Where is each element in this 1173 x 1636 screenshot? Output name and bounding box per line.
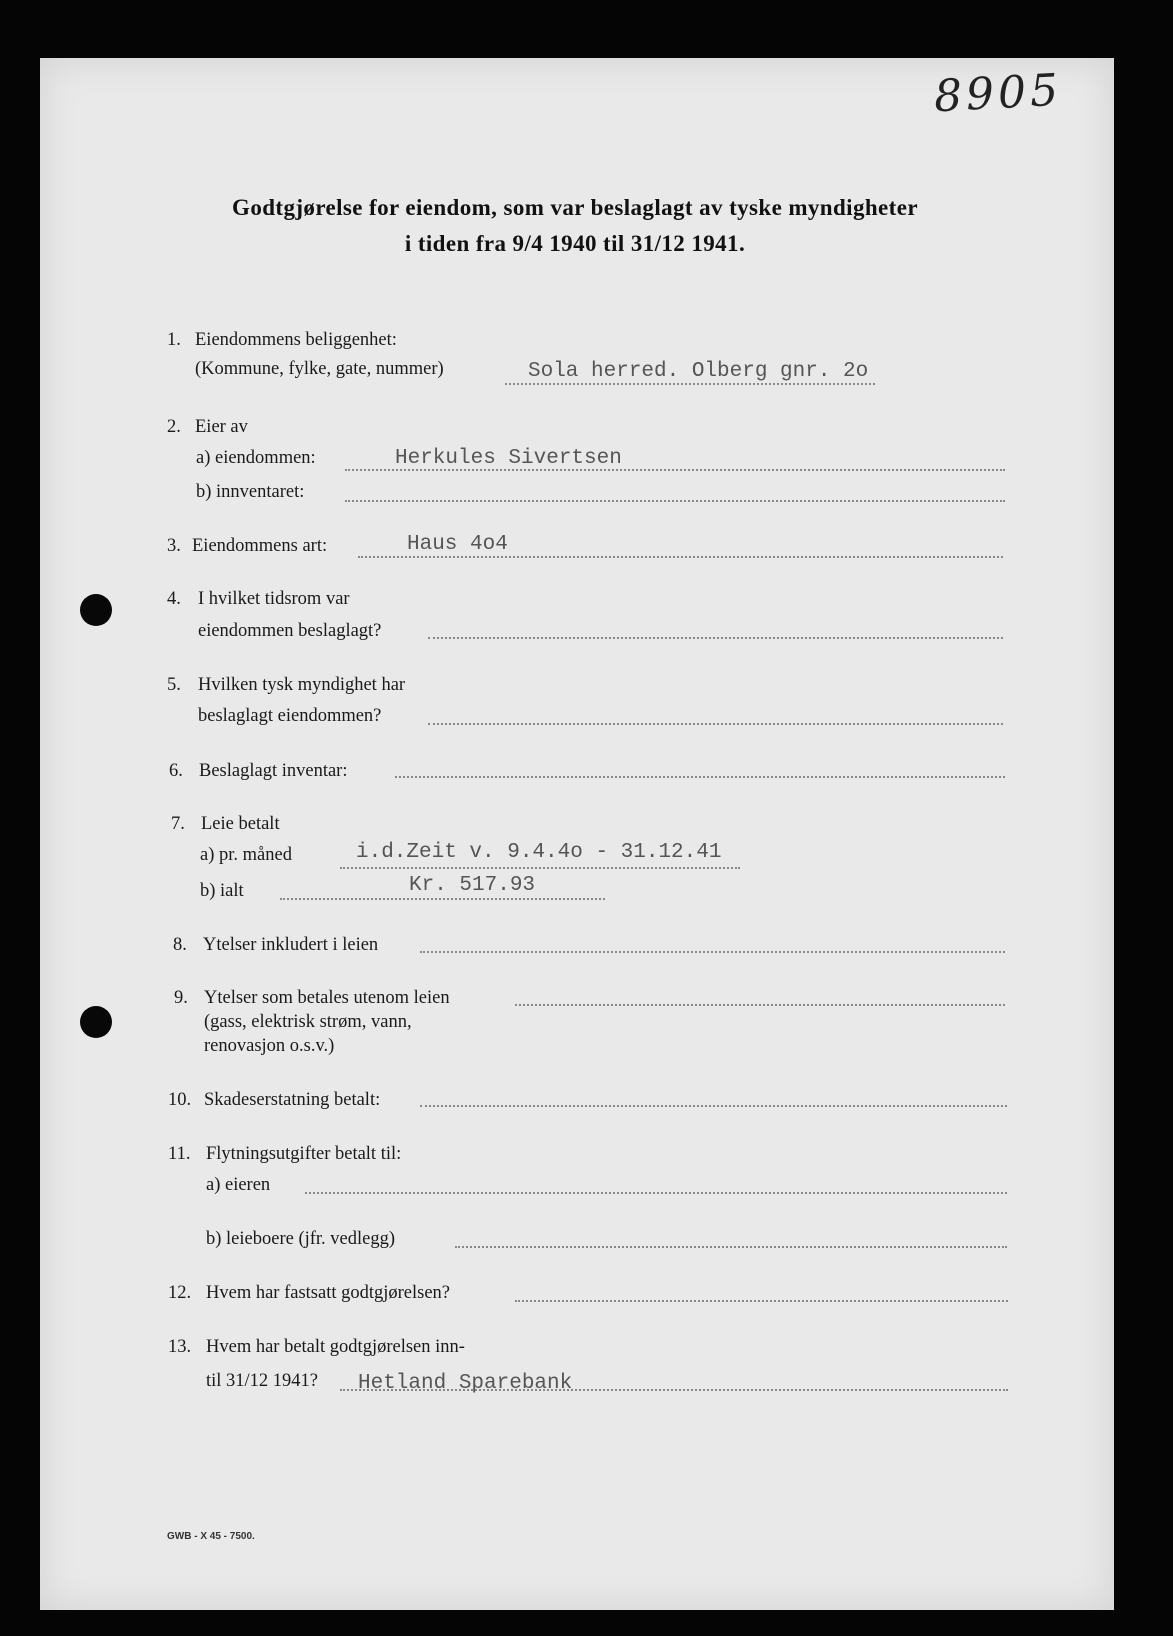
q2a-answer: Herkules Sivertsen bbox=[395, 447, 622, 470]
q6-number: 6. bbox=[169, 761, 183, 781]
q5-number: 5. bbox=[167, 675, 181, 695]
q1-sublabel: (Kommune, fylke, gate, nummer) bbox=[195, 359, 444, 379]
q2-number: 2. bbox=[167, 417, 181, 437]
q8-dotted-line bbox=[420, 951, 1005, 953]
q11-label: Flytningsutgifter betalt til: bbox=[206, 1144, 402, 1164]
punch-hole-upper bbox=[80, 594, 112, 626]
q4-sublabel: eiendommen beslaglagt? bbox=[198, 621, 382, 641]
archive-number: 8905 bbox=[932, 64, 1064, 123]
printer-mark: GWB - X 45 - 7500. bbox=[167, 1531, 255, 1542]
title-line-2: i tiden fra 9/4 1940 til 31/12 1941. bbox=[404, 231, 746, 256]
q11a-dotted-line bbox=[305, 1192, 1007, 1194]
q6-label: Beslaglagt inventar: bbox=[199, 761, 348, 781]
q4-label: I hvilket tidsrom var bbox=[198, 589, 350, 609]
q7b-answer: Kr. 517.93 bbox=[409, 874, 536, 897]
q9-label: Ytelser som betales utenom leien bbox=[204, 988, 450, 1008]
punch-hole-lower bbox=[80, 1006, 112, 1038]
q7b-dotted-line bbox=[280, 898, 605, 900]
q9-sublabel-2: renovasjon o.s.v.) bbox=[204, 1036, 335, 1056]
q2a-label: a) eiendommen: bbox=[196, 448, 316, 468]
q1-number: 1. bbox=[167, 330, 181, 350]
q9-dotted-line bbox=[515, 1004, 1005, 1006]
q3-dotted-line bbox=[358, 556, 1003, 558]
q11a-label: a) eieren bbox=[206, 1175, 271, 1195]
q6-dotted-line bbox=[395, 776, 1005, 778]
q9-number: 9. bbox=[174, 988, 188, 1008]
title-line-1: Godtgjørelse for eiendom, som var beslaglagt av tyske myndigheter bbox=[232, 195, 918, 220]
q7-number: 7. bbox=[171, 814, 185, 834]
q9-sublabel-1: (gass, elektrisk strøm, vann, bbox=[204, 1012, 412, 1032]
q10-number: 10. bbox=[168, 1090, 192, 1110]
q11-number: 11. bbox=[168, 1144, 191, 1164]
q13-number: 13. bbox=[168, 1337, 192, 1357]
q13-answer: Hetland Sparebank bbox=[358, 1372, 573, 1395]
q7-label: Leie betalt bbox=[201, 814, 280, 834]
q8-label: Ytelser inkludert i leien bbox=[203, 935, 379, 955]
q13-label: Hvem har betalt godtgjørelsen inn- bbox=[206, 1337, 465, 1357]
q11b-dotted-line bbox=[455, 1246, 1007, 1248]
q3-label: Eiendommens art: bbox=[192, 536, 328, 556]
q5-label: Hvilken tysk myndighet har bbox=[198, 675, 406, 695]
q13-sublabel: til 31/12 1941? bbox=[206, 1371, 319, 1391]
q12-label: Hvem har fastsatt godtgjørelsen? bbox=[206, 1283, 451, 1303]
q2b-label: b) innventaret: bbox=[196, 482, 305, 502]
q10-dotted-line bbox=[420, 1105, 1007, 1107]
q5-dotted-line bbox=[428, 723, 1003, 725]
q3-number: 3. bbox=[167, 536, 181, 556]
q12-number: 12. bbox=[168, 1283, 192, 1303]
q2-label: Eier av bbox=[195, 417, 248, 437]
q8-number: 8. bbox=[173, 935, 187, 955]
q12-dotted-line bbox=[515, 1300, 1008, 1302]
q4-dotted-line bbox=[428, 637, 1003, 639]
q1-label: Eiendommens beliggenhet: bbox=[195, 330, 397, 350]
form-title bbox=[150, 190, 1000, 262]
q7a-answer: i.d.Zeit v. 9.4.4o - 31.12.41 bbox=[356, 841, 722, 864]
q4-number: 4. bbox=[167, 589, 181, 609]
q1-answer: Sola herred. Olberg gnr. 2o bbox=[528, 360, 869, 383]
q7a-dotted-line bbox=[340, 867, 740, 869]
q10-label: Skadeserstatning betalt: bbox=[204, 1090, 381, 1110]
q2b-dotted-line bbox=[345, 500, 1005, 502]
q3-answer: Haus 4o4 bbox=[407, 533, 508, 556]
q11b-label: b) leieboere (jfr. vedlegg) bbox=[206, 1229, 396, 1249]
q1-dotted-line bbox=[505, 383, 875, 385]
q7b-label: b) ialt bbox=[200, 881, 244, 901]
q7a-label: a) pr. måned bbox=[200, 845, 292, 865]
q5-sublabel: beslaglagt eiendommen? bbox=[198, 706, 382, 726]
